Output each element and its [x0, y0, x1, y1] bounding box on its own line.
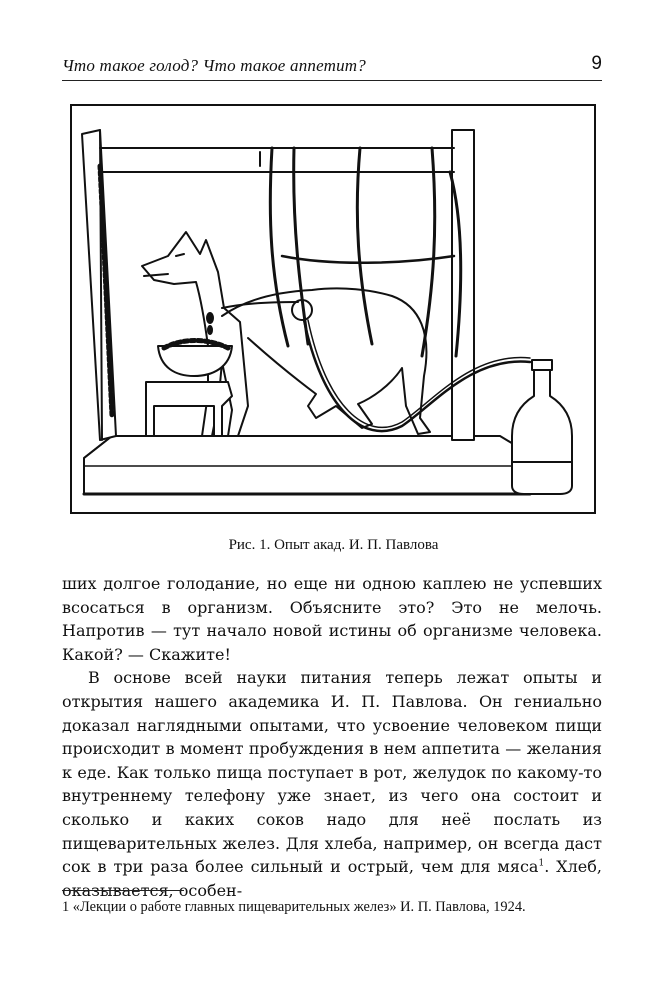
footnote: 1 «Лекции о работе главных пищеварительных желез» И. П. Павлова, 1924. — [62, 899, 526, 915]
figure-illustration-frame — [70, 104, 596, 514]
paragraph-2-text: В основе всей науки питания теперь лежат опыты и открытия нашего академика И. П. Павлова. Он гениально доказал наглядными опытами, что усвоение человеком пищи происходит в момент пробуждения в нем аппетита — желания к еде. Как только пища поступает в рот, желудок по какому-то внутреннему телефону уже знает, из чего она состоит и сколько и каких соков надо для неё послать из пищеварительных желез. Для хлеба, например, он всегда даст сок в три раза более сильный и острый, чем для мяса — [62, 668, 602, 877]
dog-eye — [176, 254, 184, 256]
paragraph-2 — [62, 666, 602, 902]
bowl-stand — [146, 382, 232, 436]
running-header — [62, 54, 602, 81]
suspension-straps — [270, 148, 461, 356]
footnote-reference: 1 — [538, 858, 545, 869]
paragraph-2-ending: . Хлеб, оказывается, особен- — [62, 857, 602, 900]
saliva-drop — [207, 313, 213, 323]
main-text — [62, 572, 602, 902]
collection-bottle — [512, 368, 572, 494]
page-number: 9 — [591, 53, 602, 74]
platform-base — [84, 436, 530, 494]
top-bar — [100, 148, 454, 172]
right-post — [452, 130, 474, 440]
figure-caption: Рис. 1. Опыт акад. И. П. Павлова — [228, 537, 439, 553]
running-title: Что такое голод? Что такое аппетит? — [62, 56, 366, 75]
collection-tube — [304, 320, 530, 431]
pavlov-experiment-illustration — [72, 106, 594, 512]
harness — [222, 302, 298, 308]
footnote-divider — [62, 890, 184, 891]
paragraph-1: ших долгое голодание, но еще ни одною каплею не успевших всосаться в организм. Объясните это? Это не мелочь. Напротив — тут начало новой истины об организме человека. Какой? — Скажите! — [62, 574, 602, 664]
dog-mouth — [144, 274, 168, 276]
